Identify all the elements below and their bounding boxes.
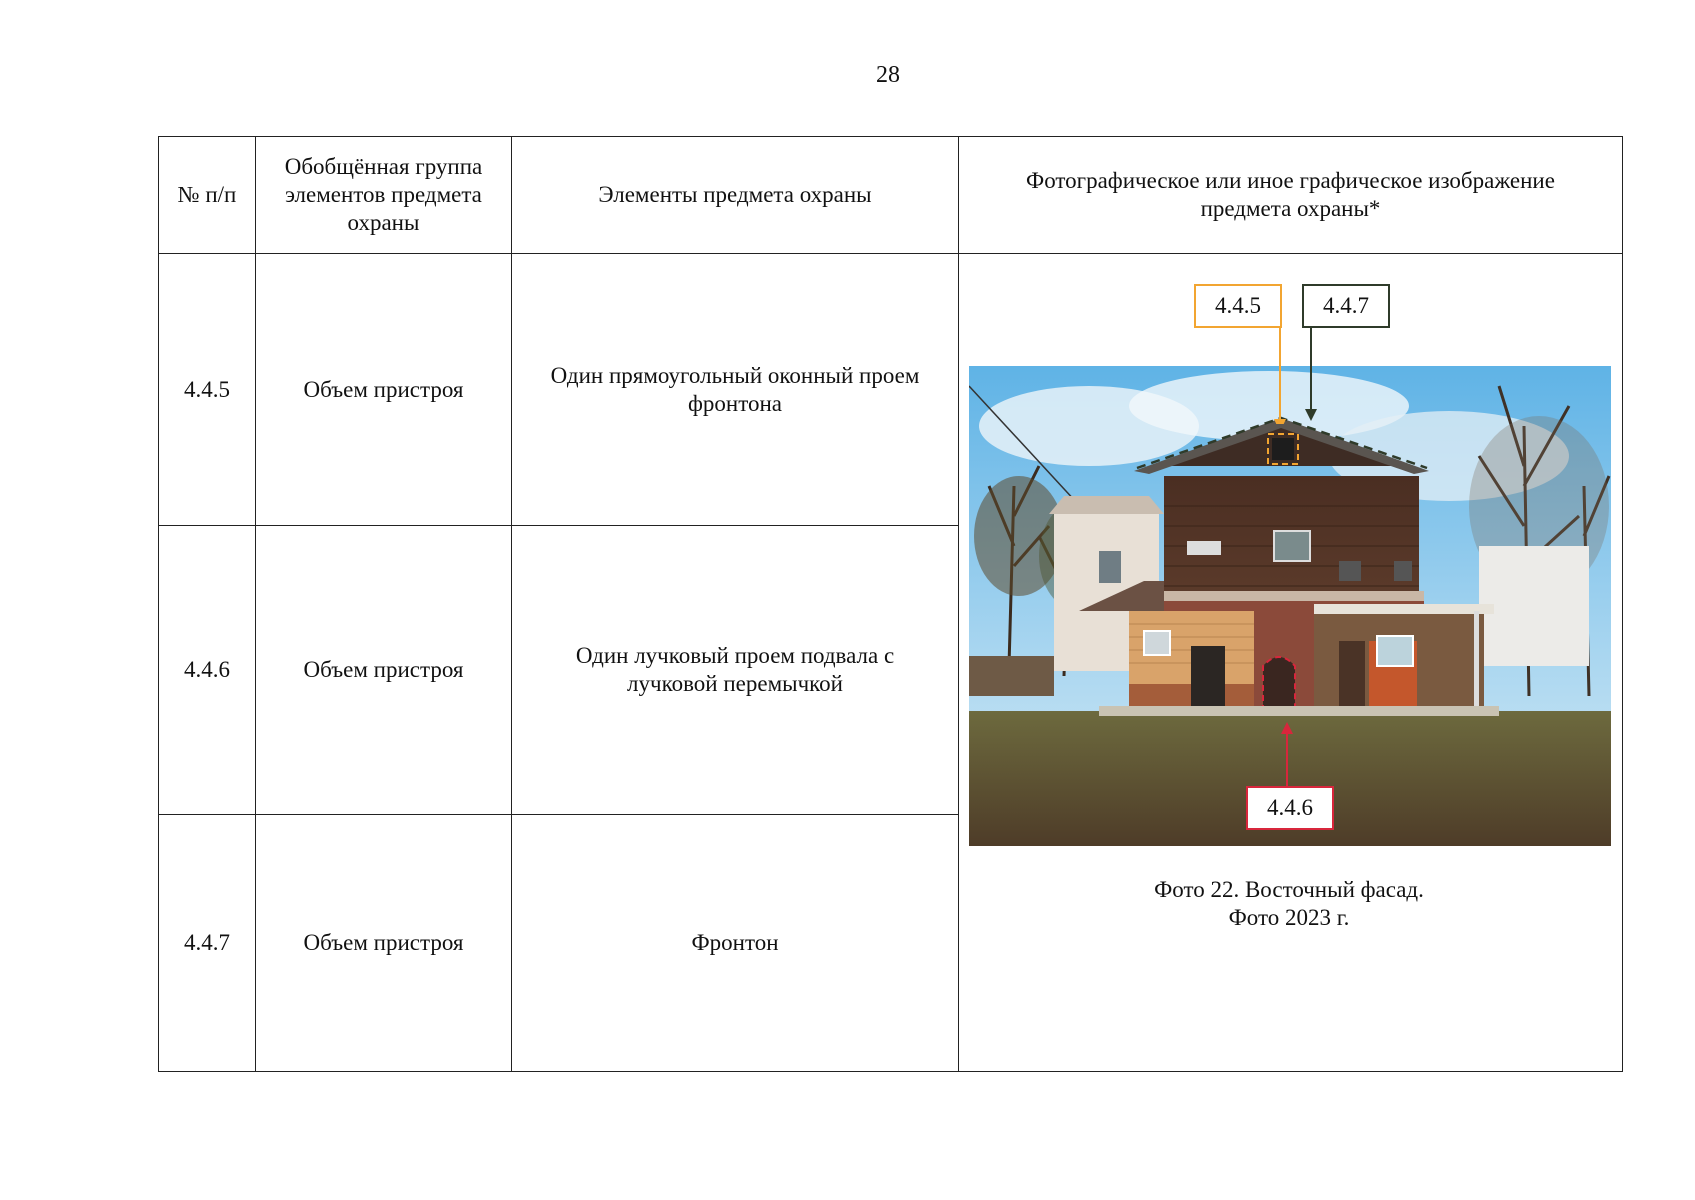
row-num: 4.4.6	[159, 526, 256, 814]
row-group: Объем пристроя	[256, 814, 512, 1071]
row-element: Один лучковый проем подвала с лучковой перемычкой	[512, 526, 959, 814]
photo-cell	[959, 254, 1623, 1072]
callout-arrows	[959, 254, 1622, 424]
header-elements: Элементы предмета охраны	[512, 137, 959, 254]
caption-line-2: Фото 2023 г.	[1228, 905, 1350, 930]
header-group: Обобщённая группа элементов предмета охраны	[256, 137, 512, 254]
facade-photo	[969, 366, 1611, 846]
callout-4-4-5: 4.4.5	[1194, 284, 1282, 328]
row-num: 4.4.7	[159, 814, 256, 1071]
row-element: Фронтон	[512, 814, 959, 1071]
table-header-row	[159, 137, 1623, 254]
row-group: Объем пристроя	[256, 254, 512, 526]
row-element: Один прямоугольный оконный проем фронтона	[512, 254, 959, 526]
caption-line-1: Фото 22. Восточный фасад.	[1154, 877, 1424, 902]
row-num: 4.4.5	[159, 254, 256, 526]
header-image: Фотографическое или иное графическое изображение предмета охраны*	[959, 137, 1623, 254]
header-num: № п/п	[159, 137, 256, 254]
protection-table	[158, 136, 1623, 1072]
callout-4-4-7: 4.4.7	[1302, 284, 1390, 328]
page-number: 28	[876, 62, 900, 88]
photo-caption	[959, 876, 1619, 932]
table-row	[159, 254, 1623, 526]
row-group: Объем пристроя	[256, 526, 512, 814]
callout-4-4-6: 4.4.6	[1246, 786, 1334, 830]
